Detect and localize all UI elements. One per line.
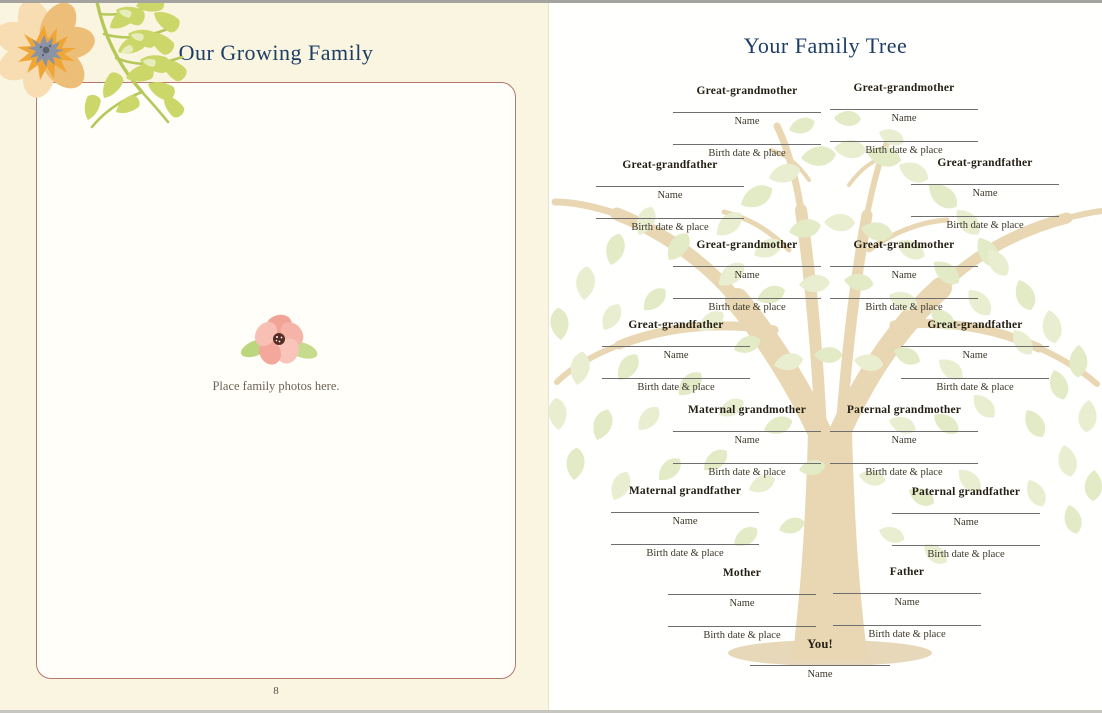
name-caption: Name <box>807 669 833 680</box>
name-caption: Name <box>953 517 979 528</box>
birth-caption: Birth date & place <box>865 302 943 313</box>
tree-entry-maternal-grandmother <box>673 404 821 479</box>
name-caption: Name <box>663 350 689 361</box>
right-page-title: Your Family Tree <box>743 33 908 58</box>
name-line <box>668 594 816 595</box>
name-caption: Name <box>891 270 917 281</box>
name-line <box>830 431 978 432</box>
birth-line <box>673 463 821 464</box>
birth-line <box>673 298 821 299</box>
left-page-title: Our Growing Family <box>178 40 374 65</box>
birth-line <box>830 463 978 464</box>
birth-line <box>668 626 816 627</box>
birth-caption: Birth date & place <box>646 548 724 559</box>
birth-line <box>911 216 1059 217</box>
tree-entry-paternal-grandmother <box>830 404 978 479</box>
pink-flower-icon <box>236 306 322 372</box>
birth-caption: Birth date & place <box>637 382 715 393</box>
entry-label: Great-grandmother <box>853 82 955 94</box>
entry-label: Maternal grandmother <box>687 404 807 416</box>
entry-label: Great-grandfather <box>937 157 1033 169</box>
name-caption: Name <box>729 598 755 609</box>
tree-entry-great-grandmother-4 <box>830 239 978 314</box>
entry-label: Paternal grandmother <box>846 404 962 416</box>
entry-label: Maternal grandfather <box>628 485 742 497</box>
birth-caption: Birth date & place <box>865 467 943 478</box>
name-line <box>901 346 1049 347</box>
birth-line <box>596 218 744 219</box>
entry-label: Great-grandmother <box>696 239 798 251</box>
tree-entry-great-grandfather-4 <box>901 319 1049 394</box>
name-line <box>750 665 890 666</box>
name-line <box>673 431 821 432</box>
entry-label: Great-grandfather <box>927 319 1023 331</box>
tree-entry-great-grandfather-2 <box>911 157 1059 232</box>
page-number: 8 <box>273 685 279 697</box>
name-caption: Name <box>891 435 917 446</box>
name-line <box>830 109 978 110</box>
name-line <box>673 266 821 267</box>
tree-entry-mother <box>668 567 816 642</box>
left-page <box>0 0 549 713</box>
name-line <box>830 266 978 267</box>
birth-line <box>892 545 1040 546</box>
birth-line <box>611 544 759 545</box>
name-caption: Name <box>734 116 760 127</box>
birth-line <box>602 378 750 379</box>
name-caption: Name <box>734 270 760 281</box>
entry-label: Paternal grandfather <box>911 486 1021 498</box>
entry-label: Great-grandmother <box>696 85 798 97</box>
photo-caption: Place family photos here. <box>212 379 340 393</box>
entry-label: Father <box>889 566 925 578</box>
name-caption: Name <box>894 597 920 608</box>
birth-caption: Birth date & place <box>936 382 1014 393</box>
birth-caption: Birth date & place <box>708 302 786 313</box>
birth-caption: Birth date & place <box>708 148 786 159</box>
birth-line <box>833 625 981 626</box>
birth-caption: Birth date & place <box>865 145 943 156</box>
tree-entry-great-grandmother-2 <box>830 82 978 157</box>
tree-entry-great-grandfather-1 <box>596 159 744 234</box>
birth-caption: Birth date & place <box>868 629 946 640</box>
birth-line <box>830 298 978 299</box>
entry-label: You! <box>807 637 833 651</box>
entry-label: Great-grandfather <box>628 319 724 331</box>
birth-line <box>901 378 1049 379</box>
tree-entry-maternal-grandfather <box>611 485 759 560</box>
birth-caption: Birth date & place <box>946 220 1024 231</box>
tree-entry-great-grandfather-3 <box>602 319 750 394</box>
tree-entry-paternal-grandfather <box>892 486 1040 561</box>
name-line <box>611 512 759 513</box>
birth-caption: Birth date & place <box>631 222 709 233</box>
name-line <box>911 184 1059 185</box>
tree-entry-father <box>833 566 981 641</box>
scan-edge-top <box>0 0 1102 3</box>
entry-label: Great-grandfather <box>622 159 718 171</box>
tree-entry-you <box>750 638 890 681</box>
tree-entry-great-grandmother-1 <box>673 85 821 160</box>
name-caption: Name <box>962 350 988 361</box>
orange-flower-icon <box>0 0 260 140</box>
birth-caption: Birth date & place <box>703 630 781 641</box>
name-caption: Name <box>734 435 760 446</box>
birth-caption: Birth date & place <box>708 467 786 478</box>
name-line <box>673 112 821 113</box>
tree-entry-great-grandmother-3 <box>673 239 821 314</box>
name-line <box>596 186 744 187</box>
entry-label: Great-grandmother <box>853 239 955 251</box>
birth-line <box>673 144 821 145</box>
entry-label: Mother <box>722 567 762 579</box>
name-caption: Name <box>672 516 698 527</box>
name-line <box>602 346 750 347</box>
name-caption: Name <box>657 190 683 201</box>
name-caption: Name <box>891 113 917 124</box>
birth-line <box>830 141 978 142</box>
name-caption: Name <box>972 188 998 199</box>
name-line <box>833 593 981 594</box>
name-line <box>892 513 1040 514</box>
birth-caption: Birth date & place <box>927 549 1005 560</box>
right-page <box>549 0 1102 713</box>
